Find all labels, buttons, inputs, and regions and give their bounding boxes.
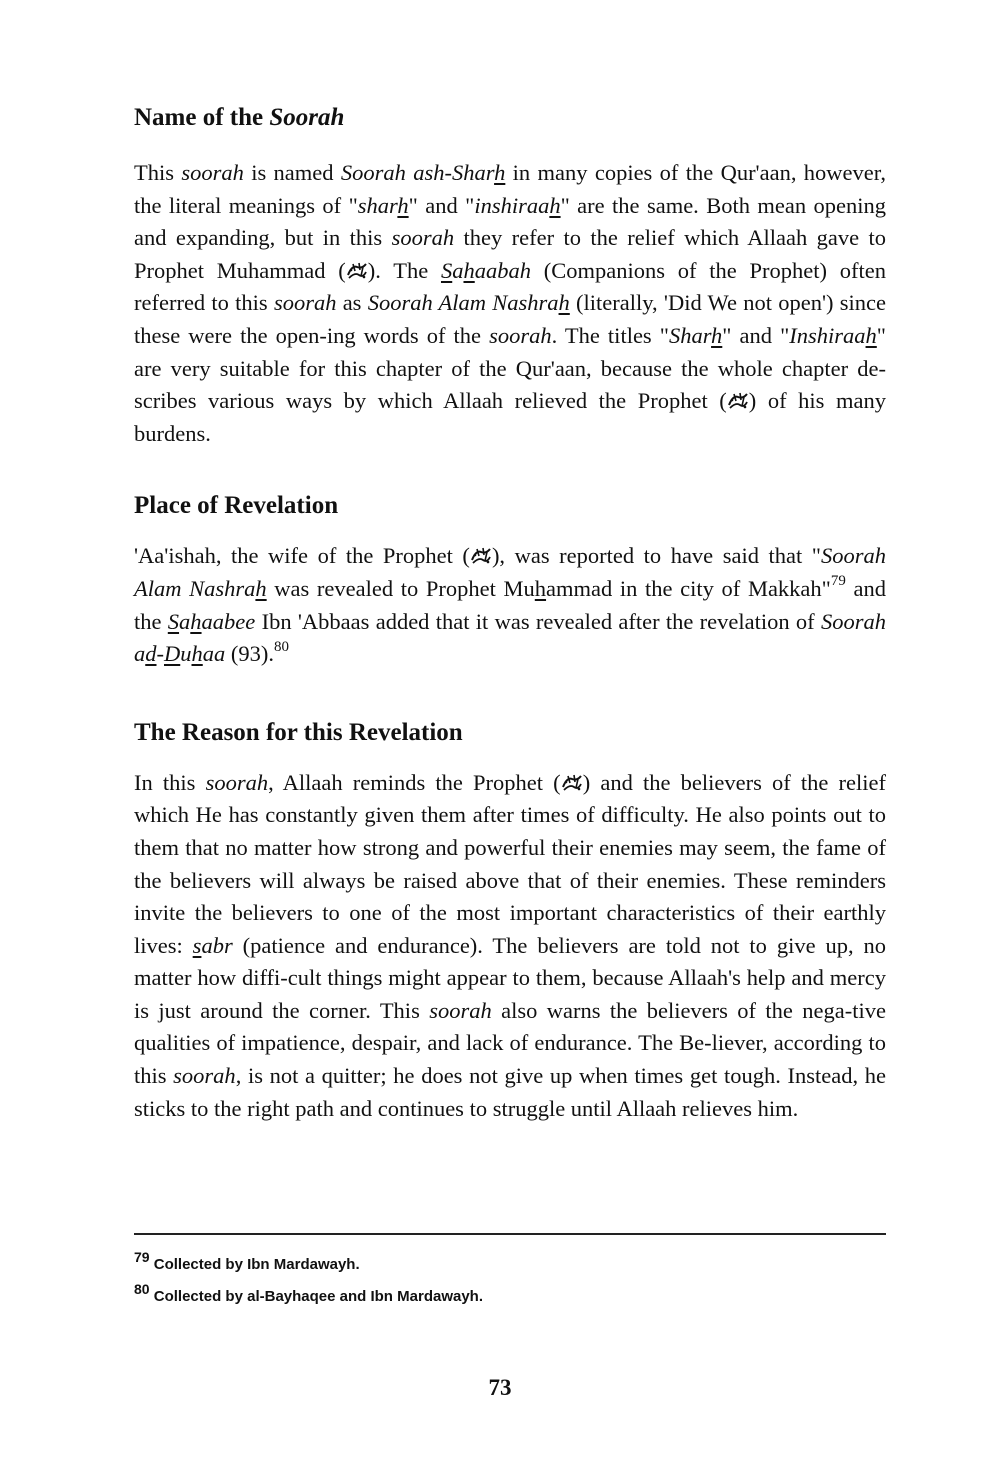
paragraph-name-of-soorah: This soorah is named Soorah ash-Sharh in many copies of the Qur'aan, however, the literal meanings of "sharh" and "inshiraah" are the same. Both mean opening and expanding, but in this soorah they refer to the relief which Allaah gave to Prophet Muhammad ( ). The Sahaabah (Companions of the Prophet) often referred to this soorah as Soorah Alam Nashrah (literally, 'Did We not open') since these were the open-ing words of the soorah. The titles "Sharh" and "Inshiraah" are very suitable for this chapter of the Qur'aan, because the whole chapter de-scribes various ways by which Allaah relieved the Prophet ( ) of his many burdens. [134, 160, 887, 446]
honorific-icon [470, 546, 492, 566]
footnote-79: $^{79}$ Collected by Ibn Mardawayh. [134, 1249, 360, 1273]
paragraph-reason-for-revelation: In this soorah, Allaah reminds the Prophet ( ) and the believers of the relief which He has constantly given them after times of difficulty. He also points out to them that no matter how strong and powerful their enemies may seem, the fame of the believers will always be raised above that of their enemies. These reminders invite the believers to one of the most important characteristics of their earthly lives: sabr (patience and endurance). The believers are told not to give up, no matter how diffi-cult things might appear to them, because Allaah's help and mercy is just around the corner. This soorah also warns the believers of the nega-tive qualities of impatience, despair, and lack of endurance. The Be-liever, according to this soorah, is not a quitter; he does not give up when times get tough. Instead, he sticks to the right path and continues to struggle until Allaah relieves him. [134, 769, 887, 1121]
heading-name-of-soorah: Name of the Soorah [134, 104, 345, 131]
honorific-icon [727, 391, 749, 411]
footnote-ref-79: 79 [830, 573, 846, 590]
footnote-divider [134, 1233, 886, 1235]
page-number: 73 [488, 1375, 512, 1400]
footnote-ref-80: 80 [274, 638, 289, 655]
page-content [134, 96, 886, 1125]
footnotes [134, 1233, 886, 1313]
footnote-80: $^{80}$ Collected by al-Bayhaqee and Ibn Mardawayh. [134, 1281, 484, 1305]
honorific-icon [561, 773, 583, 793]
honorific-icon [346, 261, 368, 281]
paragraph-place-of-revelation: 'Aa'ishah, the wife of the Prophet ( ), was reported to have said that "Soorah Alam Nashrah was revealed to Prophet Muhammad in the city of Makkah"$^{79}$ and the Sahaabee Ibn 'Abbaas added that it was revealed after the revelation of Soorah ad-Duhaa (93).$^{80}$ [134, 543, 886, 667]
heading-place-of-revelation: Place of Revelation [134, 492, 339, 520]
heading-reason-for-revelation: The Reason for this Revelation [134, 718, 463, 746]
